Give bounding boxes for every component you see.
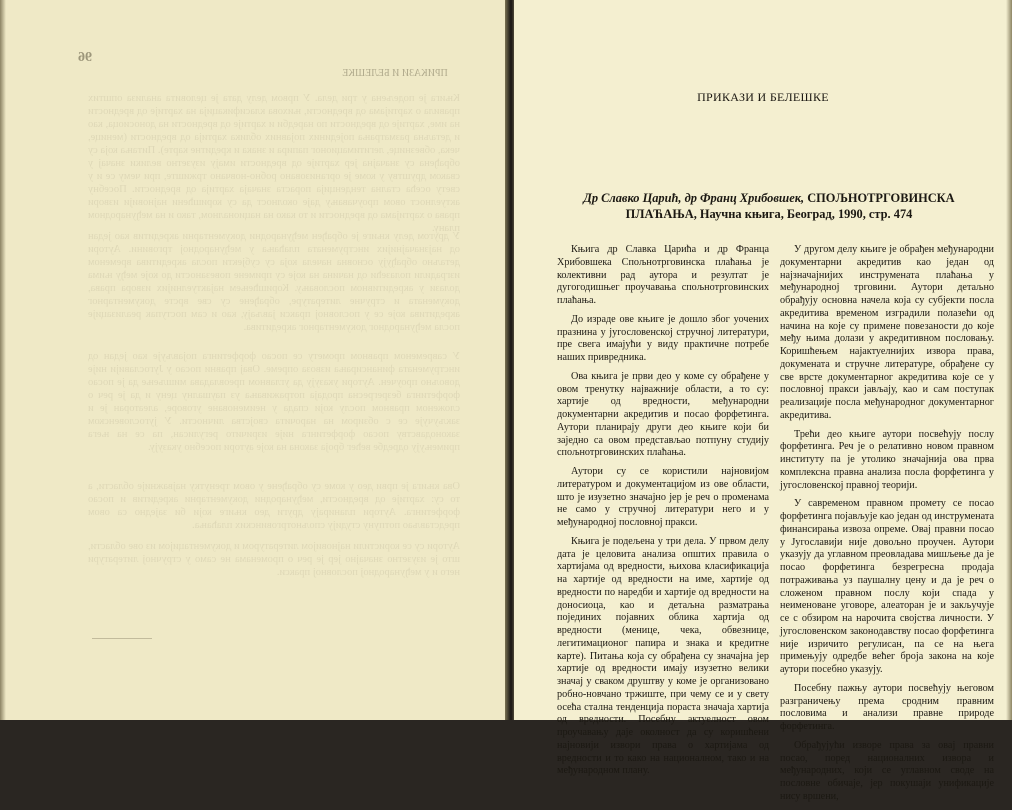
review-publisher: , Научна књига, Београд, 1990, стр. 474	[693, 207, 913, 221]
left-page-edge	[0, 0, 6, 720]
left-page-show-through-text-5: Аутори су се користили најновијом литературом и документацијом из ове области, што је изузетно значајно јер је реч о променама не само у стручној литератури него и у међународној пословној пракси.	[88, 541, 460, 578]
text-column-2	[780, 244, 994, 810]
running-head: ПРИКАЗИ И БЕЛЕШКЕ	[697, 90, 829, 104]
paragraph: Књига др Славка Царића и др Франца Хрибовшека Спољнотрговинска плаћања је колективни рад аутора и резултат је дугогодишњег проучавања спољнотрговинских плаћања.	[557, 244, 769, 306]
review-title	[574, 190, 964, 222]
paragraph: Ова књига је први део у коме су обрађене у овом тренутку најважније области, а то су: хартије од вредности, међународни документарни акредитив и посао форфетинга. Аутори планирају други део књиге који би заједно са овом представљао потпуну студију спољнотрговинских плаћања.	[557, 370, 769, 459]
review-book-title: СПОЉНОТРГОВИНСКА ПЛАЋАЊА	[625, 191, 955, 221]
left-page-show-through-text-4: Ова књига је први део у коме су обрађене у овом тренутку најважније области, а то су: хартије од вредности, међународни документарни акредитив и посао форфетинга. Аутори планирају други део књиге који би заједно са овом представљао потпуну студију спољнотрговинских плаћања.	[88, 481, 460, 531]
text-column-1	[557, 244, 769, 784]
paragraph: Трећи део књиге аутори посвећују послу форфетинга. Реч је о релативно новом правном институту па је утолико значајнија ова прва комплексна правна анализа посла форфетинга у југословенској правној теорији.	[780, 428, 994, 491]
paragraph: У другом делу књиге је обрађен међународни документарни акредитив као један од најзначајнијих инструмената плаћања у међународној трговини. Аутори детаљно обрађују основна начела која су субјекти посла акредитива временом изградили полазећи од начина на које су примене повезаности до које међу њима долази у акредитивном пословању. Коришћењем најактуелнијих извора права, докумената и стручне литературе, обрађене су све врсте документарног акредитива које се у пословној пракси јављају, као и сам поступак реализације посла међународног документарног акредитива.	[780, 244, 994, 421]
left-page-show-through-text-2: У другом делу књиге је обрађен међународни документарни акредитив као један од најзначајнијих инструмената плаћања у међународној трговини. Аутори детаљно обрађују основна начела која су субјекти посла акредитива временом изградили полазећи од начина на које су примене повезаности до које међу њима долази у акредитивном пословању. Коришћењем најактуелнијих извора права, докумената и стручне литературе, обрађене су све врсте документарног акредитива које се у пословној пракси јављају, као и сам поступак реализације посла међународног документарног акредитива.	[88, 231, 460, 333]
paragraph: У савременом правном промету се посао форфетинга појављује као један од инструмената финансирања извоза опреме. Овај правни посао у Југославији није довољно проучен. Аутори указују да углавном преовладава мишљење да је посао форфетинга безрегресна продаја потраживања уз паушалну цену и да је реч о сложеном правном послу који спада у неименоване уговоре, алеаторан је и закључује се с обзиром на нарочита својства личности. У југословенском законодавству посао форфетинга није изричито регулисан, па се на њега примењују одредбе већег броја закона на које аутори посебно указују.	[780, 498, 994, 675]
paragraph: Књига је подељена у три дела. У првом делу дата је целовита анализа општих правила о хартијама од вредности, њихова класификација на хартије од вредности на име, хартије од вредности по наредби и хартије од вредности на доносиоца, као и детаљна разматрања појединих појавних облика хартија од вредности (менице, чека, обвезнице, легитимационог папира и знака и кредитне карте). Питања која су обрађена су значајна јер хартије од вредности имају изузетно велики значај у сваком друштву у коме је организовано робно-новчано тржиште, при чему се и у свету осећа стална тенденција пораста значаја хартија од вредности. Посебну актуелност овом проучавању даје околност да су коришћени најновији извори права о хартијама од вредности и то како на националном, тако и на међународном плану.	[557, 535, 769, 777]
left-page	[0, 0, 508, 720]
paragraph: Посебну пажњу аутори посвећују његовом разграничењу према сродним правним пословима и анализи правне природе форфетинга.	[780, 682, 994, 732]
right-page	[514, 0, 1012, 802]
right-page-edge	[1006, 0, 1012, 720]
left-page-show-through-heading: ПРИКАЗИ И БЕЛЕШКЕ	[342, 68, 448, 79]
left-page-show-through-text-3: У савременом правном промету се посао форфетинга појављује као један од инструмената финансирања извоза опреме. Овај правни посао у Југославији није довољно проучен. Аутори указују да углавном преовладава мишљење да је посао форфетинга безрегресна продаја потраживања уз паушалну цену и да је реч о сложеном правном послу који спада у неименоване уговоре, алеаторан је и закључује се с обзиром на нарочита својства личности. У југословенском законодавству посао форфетинга није изричито регулисан, па се на њега примењују одредбе већег броја закона на које аутори посебно указују.	[88, 351, 460, 453]
left-page-footnote-rule	[92, 638, 152, 639]
review-authors: Др Славко Царић, др Франц Хрибовшек,	[583, 191, 805, 205]
paragraph: До израде ове књиге је дошло због уочених празнина у југословенској стручној литератури, пре свега имајући у виду практичне потребе наших привредника.	[557, 313, 769, 363]
left-page-number: 96	[78, 50, 92, 65]
paragraph: Аутори су се користили најновијом литературом и документацијом из ове области, што је изузетно значајно јер је реч о променама не само у стручној литератури него и у међународној пословној пракси.	[557, 466, 769, 528]
paragraph: Обрађујући изворе права за овај правни посао, поред националних извора и међународних, који се углавном своде на пословне обичаје, јер покушаји унификације нису вршени,	[780, 739, 994, 802]
left-page-show-through-text-1: Књига је подељена у три дела. У првом делу дата је целовита анализа општих правила о хартијама од вредности, њихова класификација на хартије од вредности на име, хартије од вредности по наредби и хартије од вредности на доносиоца, као и детаљна разматрања појединих појавних облика хартија од вредности (менице, чека, обвезнице, легитимационог папира и знака и кредитне карте). Питања која су обрађена су значајна јер хартије од вредности имају изузетно велики значај у сваком друштву у коме је организовано робно-новчано тржиште, при чему се и у свету осећа стална тенденција пораста значаја хартија од вредности. Посебну актуелност овом проучавању даје околност да су коришћени најновији извори права о хартијама од вредности и то како на националном, тако и на међународном плану.	[88, 93, 460, 234]
